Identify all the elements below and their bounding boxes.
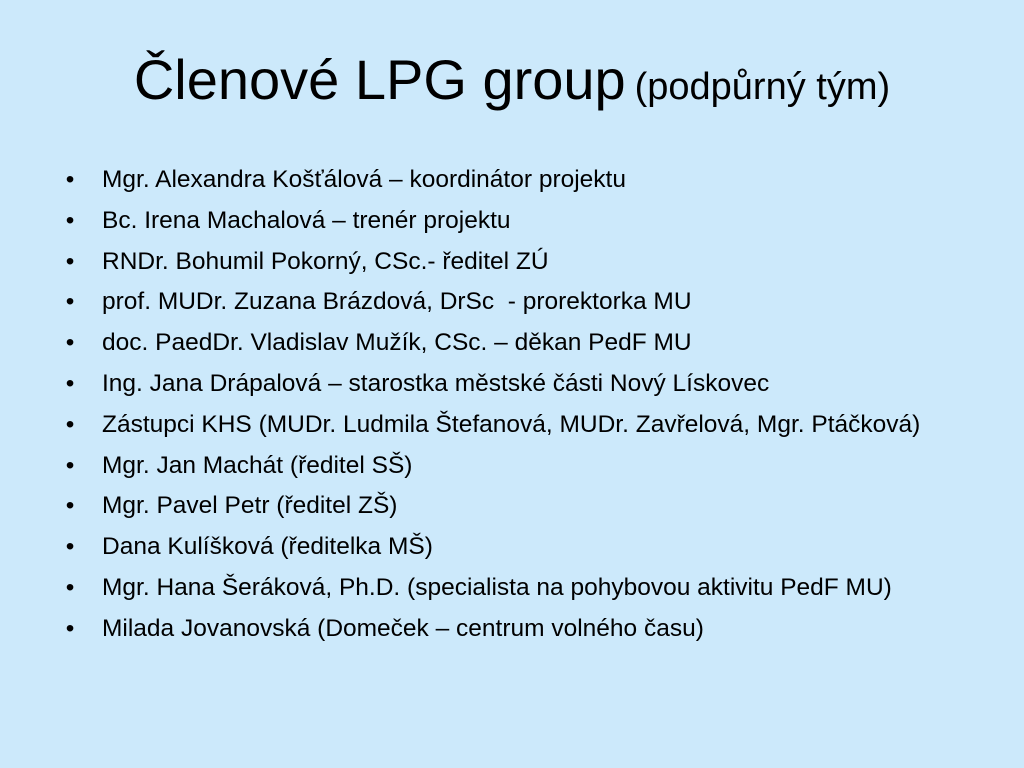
member-list [60, 163, 970, 653]
list-item [60, 449, 970, 483]
slide-title [0, 48, 1024, 112]
list-item [60, 612, 970, 646]
bullet-dot-icon: • [65, 614, 75, 642]
bullet-dot-icon: • [65, 369, 75, 397]
list-item [60, 285, 970, 319]
list-item [60, 489, 970, 523]
list-item [60, 367, 970, 401]
list-item-text: Ing. Jana Drápalová – starostka městské části Nový Lískovec [102, 369, 770, 397]
list-item-text: Mgr. Pavel Petr (ředitel ZŠ) [102, 492, 398, 520]
bullet-dot-icon: • [65, 206, 75, 234]
list-item [60, 530, 970, 564]
list-item-text: Mgr. Alexandra Košťálová – koordinátor projektu [102, 166, 626, 193]
list-item-text: Milada Jovanovská (Domeček – centrum volného času) [102, 614, 704, 642]
list-item [60, 408, 970, 442]
list-item [60, 326, 970, 360]
list-item-text: Mgr. Hana Šeráková, Ph.D. (specialista na pohybovou aktivitu PedF MU) [102, 573, 892, 601]
bullet-dot-icon: • [65, 451, 75, 479]
bullet-dot-icon: • [65, 492, 75, 520]
bullet-dot-icon: • [65, 533, 75, 561]
list-item [60, 245, 970, 279]
list-item-text: RNDr. Bohumil Pokorný, CSc.- ředitel ZÚ [102, 247, 549, 275]
list-item [60, 204, 970, 238]
list-item-text: Zástupci KHS (MUDr. Ludmila Štefanová, MUDr. Zavřelová, Mgr. Ptáčková) [102, 410, 921, 438]
title-subtitle: (podpůrný tým) [634, 66, 891, 108]
list-item-text: prof. MUDr. Zuzana Brázdová, DrSc - prorektorka MU [102, 288, 692, 316]
bullet-dot-icon: • [65, 410, 75, 438]
list-item-text: Mgr. Jan Machát (ředitel SŠ) [102, 451, 413, 479]
bullet-dot-icon: • [65, 166, 75, 193]
bullet-dot-icon: • [65, 573, 75, 601]
bullet-dot-icon: • [65, 329, 75, 357]
list-item [60, 571, 970, 605]
list-item-text: Dana Kulíšková (ředitelka MŠ) [102, 533, 433, 561]
bullet-dot-icon: • [65, 247, 75, 275]
list-item [60, 163, 970, 197]
title-main: Členové LPG group [133, 48, 626, 111]
list-item-text: Bc. Irena Machalová – trenér projektu [102, 206, 511, 234]
list-item-text: doc. PaedDr. Vladislav Mužík, CSc. – děkan PedF MU [102, 329, 692, 357]
bullet-dot-icon: • [65, 288, 75, 316]
